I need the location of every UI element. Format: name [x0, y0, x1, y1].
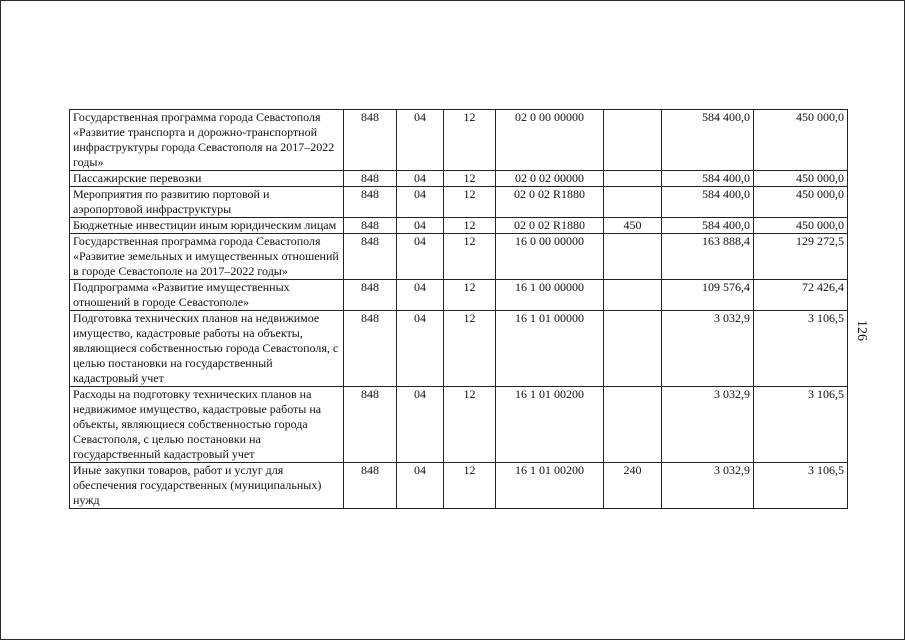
- item-name-cell: Расходы на подготовку технических планов на недвижимое имущество, кадастровые работы на объекты, являющиеся собственностью города Севастополя, с целью постановки на государственный кадастровый учет: [70, 387, 344, 463]
- admin-code-cell: 848: [344, 187, 397, 218]
- amount-first-year-cell: 3 032,9: [662, 311, 754, 387]
- section-code-cell: 04: [397, 234, 444, 280]
- item-name-cell: Государственная программа города Севастополя «Развитие транспорта и дорожно-транспортной инфраструктуры города Севастополя на 2017–2022 годы»: [70, 110, 344, 171]
- table-row: [70, 187, 848, 218]
- expense-type-cell: [604, 110, 662, 171]
- amount-second-year-cell: 72 426,4: [754, 280, 848, 311]
- subsection-code-cell: 12: [444, 387, 496, 463]
- item-name-cell: Мероприятия по развитию портовой и аэропортовой инфраструктуры: [70, 187, 344, 218]
- table-row: [70, 280, 848, 311]
- amount-second-year-cell: 450 000,0: [754, 218, 848, 234]
- section-code-cell: 04: [397, 218, 444, 234]
- table-row: [70, 110, 848, 171]
- target-article-cell: 16 1 01 00200: [496, 463, 604, 509]
- target-article-cell: 02 0 02 00000: [496, 171, 604, 187]
- expense-type-cell: [604, 234, 662, 280]
- expense-type-cell: [604, 311, 662, 387]
- amount-first-year-cell: 109 576,4: [662, 280, 754, 311]
- amount-first-year-cell: 584 400,0: [662, 187, 754, 218]
- item-name-cell: Иные закупки товаров, работ и услуг для обеспечения государственных (муниципальных) нужд: [70, 463, 344, 509]
- expense-type-cell: [604, 387, 662, 463]
- target-article-cell: 02 0 02 R1880: [496, 218, 604, 234]
- section-code-cell: 04: [397, 110, 444, 171]
- item-name-cell: Бюджетные инвестиции иным юридическим лицам: [70, 218, 344, 234]
- section-code-cell: 04: [397, 463, 444, 509]
- amount-second-year-cell: 450 000,0: [754, 187, 848, 218]
- amount-second-year-cell: 129 272,5: [754, 234, 848, 280]
- item-name-cell: Пассажирские перевозки: [70, 171, 344, 187]
- amount-first-year-cell: 584 400,0: [662, 171, 754, 187]
- expense-type-cell: [604, 187, 662, 218]
- table-body: [70, 110, 848, 509]
- section-code-cell: 04: [397, 280, 444, 311]
- subsection-code-cell: 12: [444, 171, 496, 187]
- amount-first-year-cell: 3 032,9: [662, 387, 754, 463]
- item-name-cell: Подпрограмма «Развитие имущественных отношений в городе Севастополе»: [70, 280, 344, 311]
- admin-code-cell: 848: [344, 218, 397, 234]
- amount-second-year-cell: 3 106,5: [754, 463, 848, 509]
- section-code-cell: 04: [397, 187, 444, 218]
- expense-type-cell: [604, 171, 662, 187]
- target-article-cell: 16 1 01 00200: [496, 387, 604, 463]
- subsection-code-cell: 12: [444, 280, 496, 311]
- table-row: [70, 463, 848, 509]
- amount-first-year-cell: 584 400,0: [662, 110, 754, 171]
- table-row: [70, 234, 848, 280]
- subsection-code-cell: 12: [444, 311, 496, 387]
- budget-table: [69, 109, 848, 509]
- admin-code-cell: 848: [344, 463, 397, 509]
- table-row: [70, 311, 848, 387]
- admin-code-cell: 848: [344, 311, 397, 387]
- amount-second-year-cell: 3 106,5: [754, 387, 848, 463]
- amount-second-year-cell: 3 106,5: [754, 311, 848, 387]
- target-article-cell: 16 1 01 00000: [496, 311, 604, 387]
- target-article-cell: 16 0 00 00000: [496, 234, 604, 280]
- section-code-cell: 04: [397, 311, 444, 387]
- amount-second-year-cell: 450 000,0: [754, 171, 848, 187]
- subsection-code-cell: 12: [444, 187, 496, 218]
- expense-type-cell: [604, 280, 662, 311]
- amount-first-year-cell: 3 032,9: [662, 463, 754, 509]
- page-number: 126: [854, 319, 869, 341]
- admin-code-cell: 848: [344, 387, 397, 463]
- item-name-cell: Подготовка технических планов на недвижимое имущество, кадастровые работы на объекты, являющиеся собственностью города Севастополя, с целью постановки на государственный кадастровый учет: [70, 311, 344, 387]
- item-name-cell: Государственная программа города Севастополя «Развитие земельных и имущественных отношений в городе Севастополе на 2017–2022 годы»: [70, 234, 344, 280]
- expense-type-cell: 450: [604, 218, 662, 234]
- section-code-cell: 04: [397, 387, 444, 463]
- admin-code-cell: 848: [344, 171, 397, 187]
- target-article-cell: 16 1 00 00000: [496, 280, 604, 311]
- amount-first-year-cell: 163 888,4: [662, 234, 754, 280]
- target-article-cell: 02 0 00 00000: [496, 110, 604, 171]
- target-article-cell: 02 0 02 R1880: [496, 187, 604, 218]
- subsection-code-cell: 12: [444, 463, 496, 509]
- amount-first-year-cell: 584 400,0: [662, 218, 754, 234]
- expense-type-cell: 240: [604, 463, 662, 509]
- subsection-code-cell: 12: [444, 218, 496, 234]
- section-code-cell: 04: [397, 171, 444, 187]
- table-row: [70, 218, 848, 234]
- amount-second-year-cell: 450 000,0: [754, 110, 848, 171]
- subsection-code-cell: 12: [444, 234, 496, 280]
- subsection-code-cell: 12: [444, 110, 496, 171]
- admin-code-cell: 848: [344, 234, 397, 280]
- admin-code-cell: 848: [344, 110, 397, 171]
- table-row: [70, 387, 848, 463]
- table-row: [70, 171, 848, 187]
- admin-code-cell: 848: [344, 280, 397, 311]
